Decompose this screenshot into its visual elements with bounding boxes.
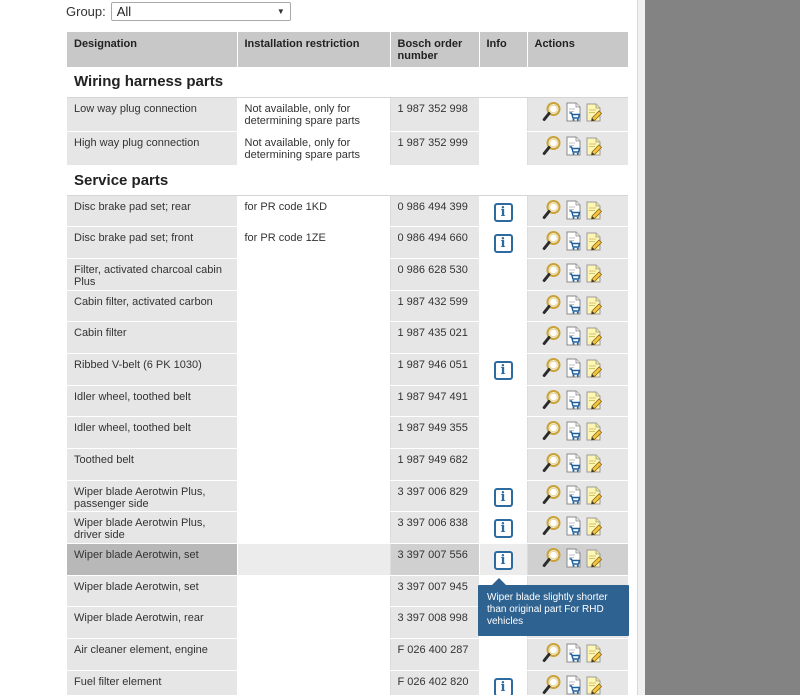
- designation-cell: Idler wheel, toothed belt: [67, 385, 237, 417]
- table-row[interactable]: [67, 131, 628, 165]
- magnifier-icon[interactable]: [542, 135, 562, 157]
- actions-cell: [527, 544, 628, 576]
- designation-cell: Cabin filter, activated carbon: [67, 290, 237, 322]
- magnifier-icon[interactable]: [542, 294, 562, 316]
- restriction-cell: [237, 544, 390, 576]
- group-select-value: All: [116, 3, 132, 19]
- actions-cell: [527, 322, 628, 354]
- info-cell: [479, 290, 527, 322]
- magnifier-icon[interactable]: [542, 262, 562, 284]
- notepad-icon[interactable]: [584, 642, 604, 664]
- notepad-icon[interactable]: [584, 420, 604, 442]
- add-to-cart-icon[interactable]: [563, 452, 583, 474]
- actions-cell: [527, 449, 628, 481]
- restriction-cell: [237, 417, 390, 449]
- table-row[interactable]: [67, 227, 628, 259]
- actions-cell: [527, 385, 628, 417]
- info-cell: [479, 131, 527, 165]
- restriction-cell: [237, 258, 390, 290]
- restriction-cell: [237, 449, 390, 481]
- designation-cell: Idler wheel, toothed belt: [67, 417, 237, 449]
- page-side-panel: [645, 0, 800, 695]
- designation-cell: High way plug connection: [67, 131, 237, 165]
- add-to-cart-icon[interactable]: [563, 642, 583, 664]
- actions-cell: [527, 195, 628, 227]
- magnifier-icon[interactable]: [542, 325, 562, 347]
- notepad-icon[interactable]: [584, 484, 604, 506]
- restriction-cell: [237, 385, 390, 417]
- restriction-cell: [237, 353, 390, 385]
- order-number-cell: 3 397 007 556: [390, 544, 479, 576]
- order-number-cell: 1 987 352 998: [390, 97, 479, 131]
- info-icon[interactable]: i: [494, 203, 513, 222]
- section-title: Service parts: [67, 165, 628, 195]
- info-cell: [479, 97, 527, 131]
- order-number-cell: 1 987 352 999: [390, 131, 479, 165]
- info-cell: [479, 385, 527, 417]
- info-cell: [479, 480, 527, 512]
- table-row[interactable]: [67, 195, 628, 227]
- restriction-cell: [237, 670, 390, 695]
- order-number-cell: 1 987 947 491: [390, 385, 479, 417]
- table-row[interactable]: [67, 639, 628, 671]
- order-number-cell: F 026 400 287: [390, 639, 479, 671]
- actions-cell: [527, 258, 628, 290]
- section-title: Wiring harness parts: [67, 67, 628, 97]
- notepad-icon[interactable]: [584, 294, 604, 316]
- info-cell: [479, 417, 527, 449]
- add-to-cart-icon[interactable]: [563, 420, 583, 442]
- restriction-cell: [237, 322, 390, 354]
- info-icon[interactable]: i: [494, 519, 513, 538]
- column-header-designation[interactable]: Designation: [67, 32, 237, 67]
- info-icon[interactable]: i: [494, 361, 513, 380]
- magnifier-icon[interactable]: [542, 452, 562, 474]
- actions-cell: [527, 639, 628, 671]
- actions-cell: [527, 670, 628, 695]
- notepad-icon[interactable]: [584, 452, 604, 474]
- info-icon[interactable]: i: [494, 488, 513, 507]
- notepad-icon[interactable]: [584, 262, 604, 284]
- magnifier-icon[interactable]: [542, 357, 562, 379]
- info-cell: [479, 322, 527, 354]
- add-to-cart-icon[interactable]: [563, 199, 583, 221]
- info-cell: [479, 258, 527, 290]
- order-number-cell: 3 397 006 829: [390, 480, 479, 512]
- tooltip-arrow: [492, 578, 506, 585]
- order-number-cell: 3 397 008 998: [390, 607, 479, 639]
- section-header: [67, 67, 628, 97]
- designation-cell: Wiper blade Aerotwin, rear: [67, 607, 237, 639]
- restriction-cell: Not available, only for determining spare parts: [237, 131, 390, 165]
- info-cell: [479, 449, 527, 481]
- actions-cell: [527, 512, 628, 544]
- table-row[interactable]: [67, 258, 628, 290]
- column-header-order[interactable]: Bosch order number: [390, 32, 479, 67]
- magnifier-icon[interactable]: [542, 642, 562, 664]
- actions-cell: [527, 227, 628, 259]
- add-to-cart-icon[interactable]: [563, 294, 583, 316]
- magnifier-icon[interactable]: [542, 389, 562, 411]
- order-number-cell: 1 987 949 682: [390, 449, 479, 481]
- restriction-cell: [237, 480, 390, 512]
- notepad-icon[interactable]: [584, 135, 604, 157]
- column-header-restriction[interactable]: Installation restriction: [237, 32, 390, 67]
- section-header: [67, 165, 628, 195]
- info-icon[interactable]: i: [494, 551, 513, 570]
- magnifier-icon[interactable]: [542, 547, 562, 569]
- magnifier-icon[interactable]: [542, 101, 562, 123]
- actions-cell: [527, 290, 628, 322]
- table-row[interactable]: [67, 544, 628, 576]
- add-to-cart-icon[interactable]: [563, 230, 583, 252]
- designation-cell: Wiper blade Aerotwin, set: [67, 544, 237, 576]
- add-to-cart-icon[interactable]: [563, 101, 583, 123]
- table-row[interactable]: [67, 97, 628, 131]
- group-select[interactable]: [111, 2, 291, 21]
- table-row[interactable]: [67, 385, 628, 417]
- restriction-cell: [237, 290, 390, 322]
- designation-cell: Toothed belt: [67, 449, 237, 481]
- designation-cell: Disc brake pad set; front: [67, 227, 237, 259]
- column-header-info: Info: [479, 32, 527, 67]
- group-filter: [66, 1, 291, 21]
- restriction-cell: [237, 575, 390, 607]
- notepad-icon[interactable]: [584, 199, 604, 221]
- order-number-cell: 3 397 006 838: [390, 512, 479, 544]
- info-cell: [479, 195, 527, 227]
- actions-cell: [527, 97, 628, 131]
- designation-cell: Air cleaner element, engine: [67, 639, 237, 671]
- add-to-cart-icon[interactable]: [563, 484, 583, 506]
- order-number-cell: 1 987 949 355: [390, 417, 479, 449]
- add-to-cart-icon[interactable]: [563, 389, 583, 411]
- order-number-cell: F 026 402 820: [390, 670, 479, 695]
- info-cell: [479, 353, 527, 385]
- table-row[interactable]: [67, 512, 628, 544]
- info-cell: [479, 227, 527, 259]
- table-header: [67, 32, 628, 67]
- table-row[interactable]: [67, 449, 628, 481]
- add-to-cart-icon[interactable]: [563, 262, 583, 284]
- designation-cell: Disc brake pad set; rear: [67, 195, 237, 227]
- info-cell: [479, 639, 527, 671]
- designation-cell: Wiper blade Aerotwin Plus, driver side: [67, 512, 237, 544]
- notepad-icon[interactable]: [584, 101, 604, 123]
- notepad-icon[interactable]: [584, 230, 604, 252]
- actions-cell: [527, 131, 628, 165]
- table-row[interactable]: [67, 322, 628, 354]
- group-label: Group:: [66, 3, 106, 19]
- magnifier-icon[interactable]: [542, 674, 562, 695]
- order-number-cell: 1 987 432 599: [390, 290, 479, 322]
- scrollbar-gutter: [637, 0, 645, 695]
- tooltip-text: Wiper blade slightly shorter than original part For RHD vehicles: [487, 592, 608, 627]
- table-row[interactable]: [67, 670, 628, 695]
- magnifier-icon[interactable]: [542, 230, 562, 252]
- restriction-cell: for PR code 1KD: [237, 195, 390, 227]
- info-icon[interactable]: i: [494, 234, 513, 253]
- info-icon[interactable]: i: [494, 678, 513, 695]
- table-row[interactable]: [67, 417, 628, 449]
- magnifier-icon[interactable]: [542, 484, 562, 506]
- add-to-cart-icon[interactable]: [563, 357, 583, 379]
- info-cell: [479, 670, 527, 695]
- notepad-icon[interactable]: [584, 357, 604, 379]
- restriction-cell: [237, 639, 390, 671]
- table-row[interactable]: [67, 290, 628, 322]
- notepad-icon[interactable]: [584, 674, 604, 695]
- column-header-actions: Actions: [527, 32, 628, 67]
- table-row[interactable]: [67, 480, 628, 512]
- magnifier-icon[interactable]: [542, 515, 562, 537]
- add-to-cart-icon[interactable]: [563, 547, 583, 569]
- info-cell: [479, 512, 527, 544]
- order-number-cell: 1 987 946 051: [390, 353, 479, 385]
- add-to-cart-icon[interactable]: [563, 515, 583, 537]
- order-number-cell: 0 986 494 399: [390, 195, 479, 227]
- chevron-down-icon: ▼: [276, 6, 285, 16]
- actions-cell: [527, 480, 628, 512]
- actions-cell: [527, 417, 628, 449]
- restriction-cell: Not available, only for determining spare parts: [237, 97, 390, 131]
- order-number-cell: 1 987 435 021: [390, 322, 479, 354]
- restriction-cell: [237, 512, 390, 544]
- notepad-icon[interactable]: [584, 515, 604, 537]
- magnifier-icon[interactable]: [542, 199, 562, 221]
- designation-cell: Wiper blade Aerotwin, set: [67, 575, 237, 607]
- designation-cell: Wiper blade Aerotwin Plus, passenger side: [67, 480, 237, 512]
- notepad-icon[interactable]: [584, 547, 604, 569]
- designation-cell: Ribbed V-belt (6 PK 1030): [67, 353, 237, 385]
- info-cell: [479, 544, 527, 576]
- restriction-cell: [237, 607, 390, 639]
- notepad-icon[interactable]: [584, 389, 604, 411]
- designation-cell: Filter, activated charcoal cabin Plus: [67, 258, 237, 290]
- add-to-cart-icon[interactable]: [563, 135, 583, 157]
- order-number-cell: 0 986 494 660: [390, 227, 479, 259]
- add-to-cart-icon[interactable]: [563, 325, 583, 347]
- table-row[interactable]: [67, 353, 628, 385]
- info-tooltip: [478, 585, 629, 636]
- magnifier-icon[interactable]: [542, 420, 562, 442]
- designation-cell: Fuel filter element: [67, 670, 237, 695]
- restriction-cell: for PR code 1ZE: [237, 227, 390, 259]
- notepad-icon[interactable]: [584, 325, 604, 347]
- order-number-cell: 3 397 007 945: [390, 575, 479, 607]
- order-number-cell: 0 986 628 530: [390, 258, 479, 290]
- add-to-cart-icon[interactable]: [563, 674, 583, 695]
- designation-cell: Cabin filter: [67, 322, 237, 354]
- actions-cell: [527, 353, 628, 385]
- designation-cell: Low way plug connection: [67, 97, 237, 131]
